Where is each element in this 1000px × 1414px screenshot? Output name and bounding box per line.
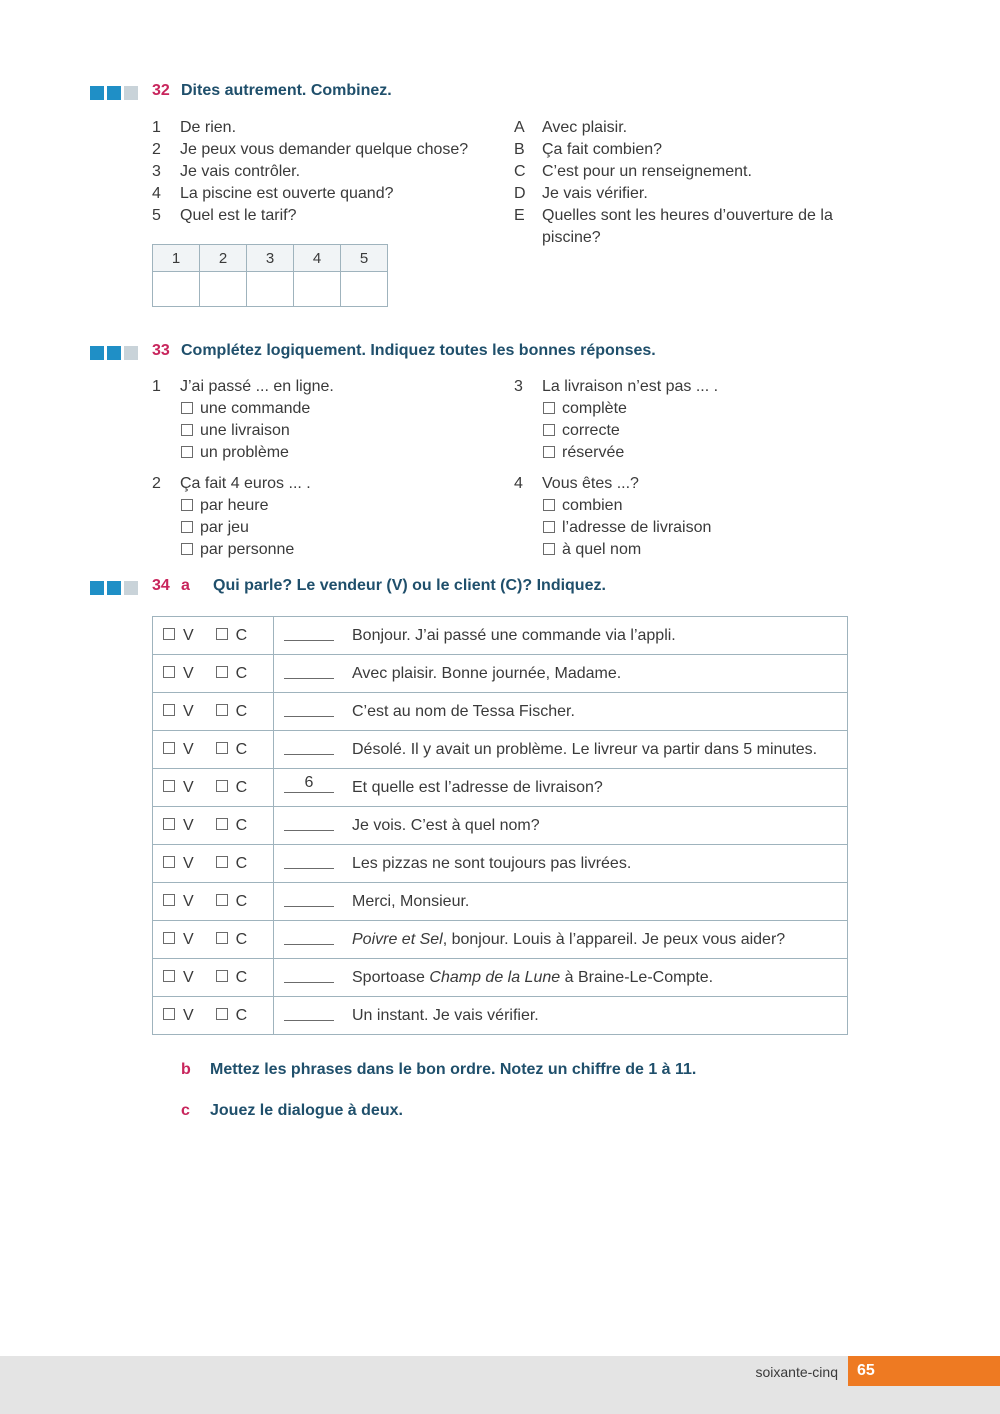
checkbox[interactable] (181, 424, 193, 436)
checkbox-option[interactable]: par jeu (181, 517, 249, 539)
grid-header: 4 (294, 245, 341, 272)
page-footer (0, 1356, 1000, 1414)
checkbox[interactable] (181, 446, 193, 458)
page-number-badge (848, 1356, 1000, 1386)
checkbox[interactable] (543, 499, 555, 511)
checkbox-v[interactable] (163, 780, 175, 792)
order-blank[interactable] (284, 698, 334, 717)
checkbox-option[interactable]: à quel nom (543, 539, 641, 561)
table-row: V C Bonjour. J’ai passé une commande via l’appli. (153, 617, 848, 655)
checkbox-c[interactable] (216, 932, 228, 944)
table-row: V C Sportoase Champ de la Lune à Braine-Le-Compte. (153, 959, 848, 997)
checkbox[interactable] (181, 543, 193, 555)
exercise-34-title: Qui parle? Le vendeur (V) ou le client (C)? Indiquez. (213, 577, 606, 594)
checkbox-option[interactable]: une livraison (181, 420, 290, 442)
checkbox-option[interactable]: combien (543, 495, 622, 517)
checkbox-c[interactable] (216, 856, 228, 868)
order-blank[interactable] (284, 1002, 334, 1021)
exercise-34-title-c: Jouez le dialogue à deux. (210, 1102, 403, 1119)
checkbox[interactable] (543, 424, 555, 436)
order-blank[interactable] (284, 964, 334, 983)
checkbox[interactable] (543, 402, 555, 414)
table-row: V C Poivre et Sel, bonjour. Louis à l’appareil. Je peux vous aider? (153, 921, 848, 959)
checkbox-c[interactable] (216, 818, 228, 830)
checkbox-c[interactable] (216, 742, 228, 754)
checkbox[interactable] (543, 446, 555, 458)
grid-answer-cell[interactable] (200, 272, 247, 307)
checkbox-c[interactable] (216, 780, 228, 792)
checkbox-option[interactable]: un problème (181, 442, 289, 464)
checkbox[interactable] (181, 402, 193, 414)
order-blank[interactable] (284, 736, 334, 755)
order-blank[interactable] (284, 622, 334, 641)
exercise-34-part-c: c (181, 1102, 190, 1119)
grid-answer-cell[interactable] (247, 272, 294, 307)
checkbox-c[interactable] (216, 894, 228, 906)
checkbox-option[interactable]: une commande (181, 398, 310, 420)
checkbox-option[interactable]: correcte (543, 420, 620, 442)
order-blank[interactable] (284, 660, 334, 679)
grid-header: 2 (200, 245, 247, 272)
page-number: 65 (857, 1362, 875, 1379)
grid-answer-cell[interactable] (294, 272, 341, 307)
checkbox-option[interactable]: complète (543, 398, 627, 420)
speaker-table (152, 616, 848, 1035)
checkbox[interactable] (543, 543, 555, 555)
grid-answer-cell[interactable] (153, 272, 200, 307)
grid-header: 3 (247, 245, 294, 272)
checkbox-c[interactable] (216, 1008, 228, 1020)
exercise-34-part-a: a (181, 577, 190, 594)
table-row: V C Merci, Monsieur. (153, 883, 848, 921)
checkbox-v[interactable] (163, 970, 175, 982)
checkbox-v[interactable] (163, 742, 175, 754)
checkbox-v[interactable] (163, 818, 175, 830)
checkbox-v[interactable] (163, 1008, 175, 1020)
exercise-32-title: Dites autrement. Combinez. (181, 82, 392, 99)
grid-header: 5 (341, 245, 388, 272)
checkbox-v[interactable] (163, 666, 175, 678)
checkbox-v[interactable] (163, 628, 175, 640)
table-row: V C Je vois. C’est à quel nom? (153, 807, 848, 845)
checkbox-option[interactable]: par personne (181, 539, 294, 561)
checkbox-v[interactable] (163, 856, 175, 868)
grid-answer-cell[interactable] (341, 272, 388, 307)
checkbox-c[interactable] (216, 666, 228, 678)
checkbox-option[interactable]: l’adresse de livraison (543, 517, 711, 539)
exercise-33-number: 33 (152, 342, 170, 359)
table-row: V C Les pizzas ne sont toujours pas livrées. (153, 845, 848, 883)
exercise-33-title: Complétez logiquement. Indiquez toutes les bonnes réponses. (181, 342, 656, 359)
checkbox-c[interactable] (216, 704, 228, 716)
checkbox-c[interactable] (216, 628, 228, 640)
exercise-34-number: 34 (152, 577, 170, 594)
order-blank[interactable] (284, 926, 334, 945)
checkbox-c[interactable] (216, 970, 228, 982)
checkbox-v[interactable] (163, 894, 175, 906)
table-row: V C Un instant. Je vais vérifier. (153, 997, 848, 1035)
table-row: V C Avec plaisir. Bonne journée, Madame. (153, 655, 848, 693)
table-row: V C Désolé. Il y avait un problème. Le livreur va partir dans 5 minutes. (153, 731, 848, 769)
checkbox[interactable] (181, 499, 193, 511)
order-blank[interactable]: 6 (284, 774, 334, 793)
checkbox-v[interactable] (163, 704, 175, 716)
exercise-34-title-b: Mettez les phrases dans le bon ordre. Notez un chiffre de 1 à 11. (210, 1061, 697, 1078)
order-blank[interactable] (284, 812, 334, 831)
page-number-words: soixante-cinq (755, 1364, 838, 1380)
order-blank[interactable] (284, 850, 334, 869)
checkbox[interactable] (181, 521, 193, 533)
order-blank[interactable] (284, 888, 334, 907)
checkbox[interactable] (543, 521, 555, 533)
exercise-32-number: 32 (152, 82, 170, 99)
grid-header: 1 (153, 245, 200, 272)
checkbox-option[interactable]: par heure (181, 495, 269, 517)
table-row: V C 6 Et quelle est l’adresse de livraison? (153, 769, 848, 807)
checkbox-v[interactable] (163, 932, 175, 944)
answer-grid (152, 244, 388, 307)
exercise-34-part-b: b (181, 1061, 191, 1078)
checkbox-option[interactable]: réservée (543, 442, 624, 464)
table-row: V C C’est au nom de Tessa Fischer. (153, 693, 848, 731)
